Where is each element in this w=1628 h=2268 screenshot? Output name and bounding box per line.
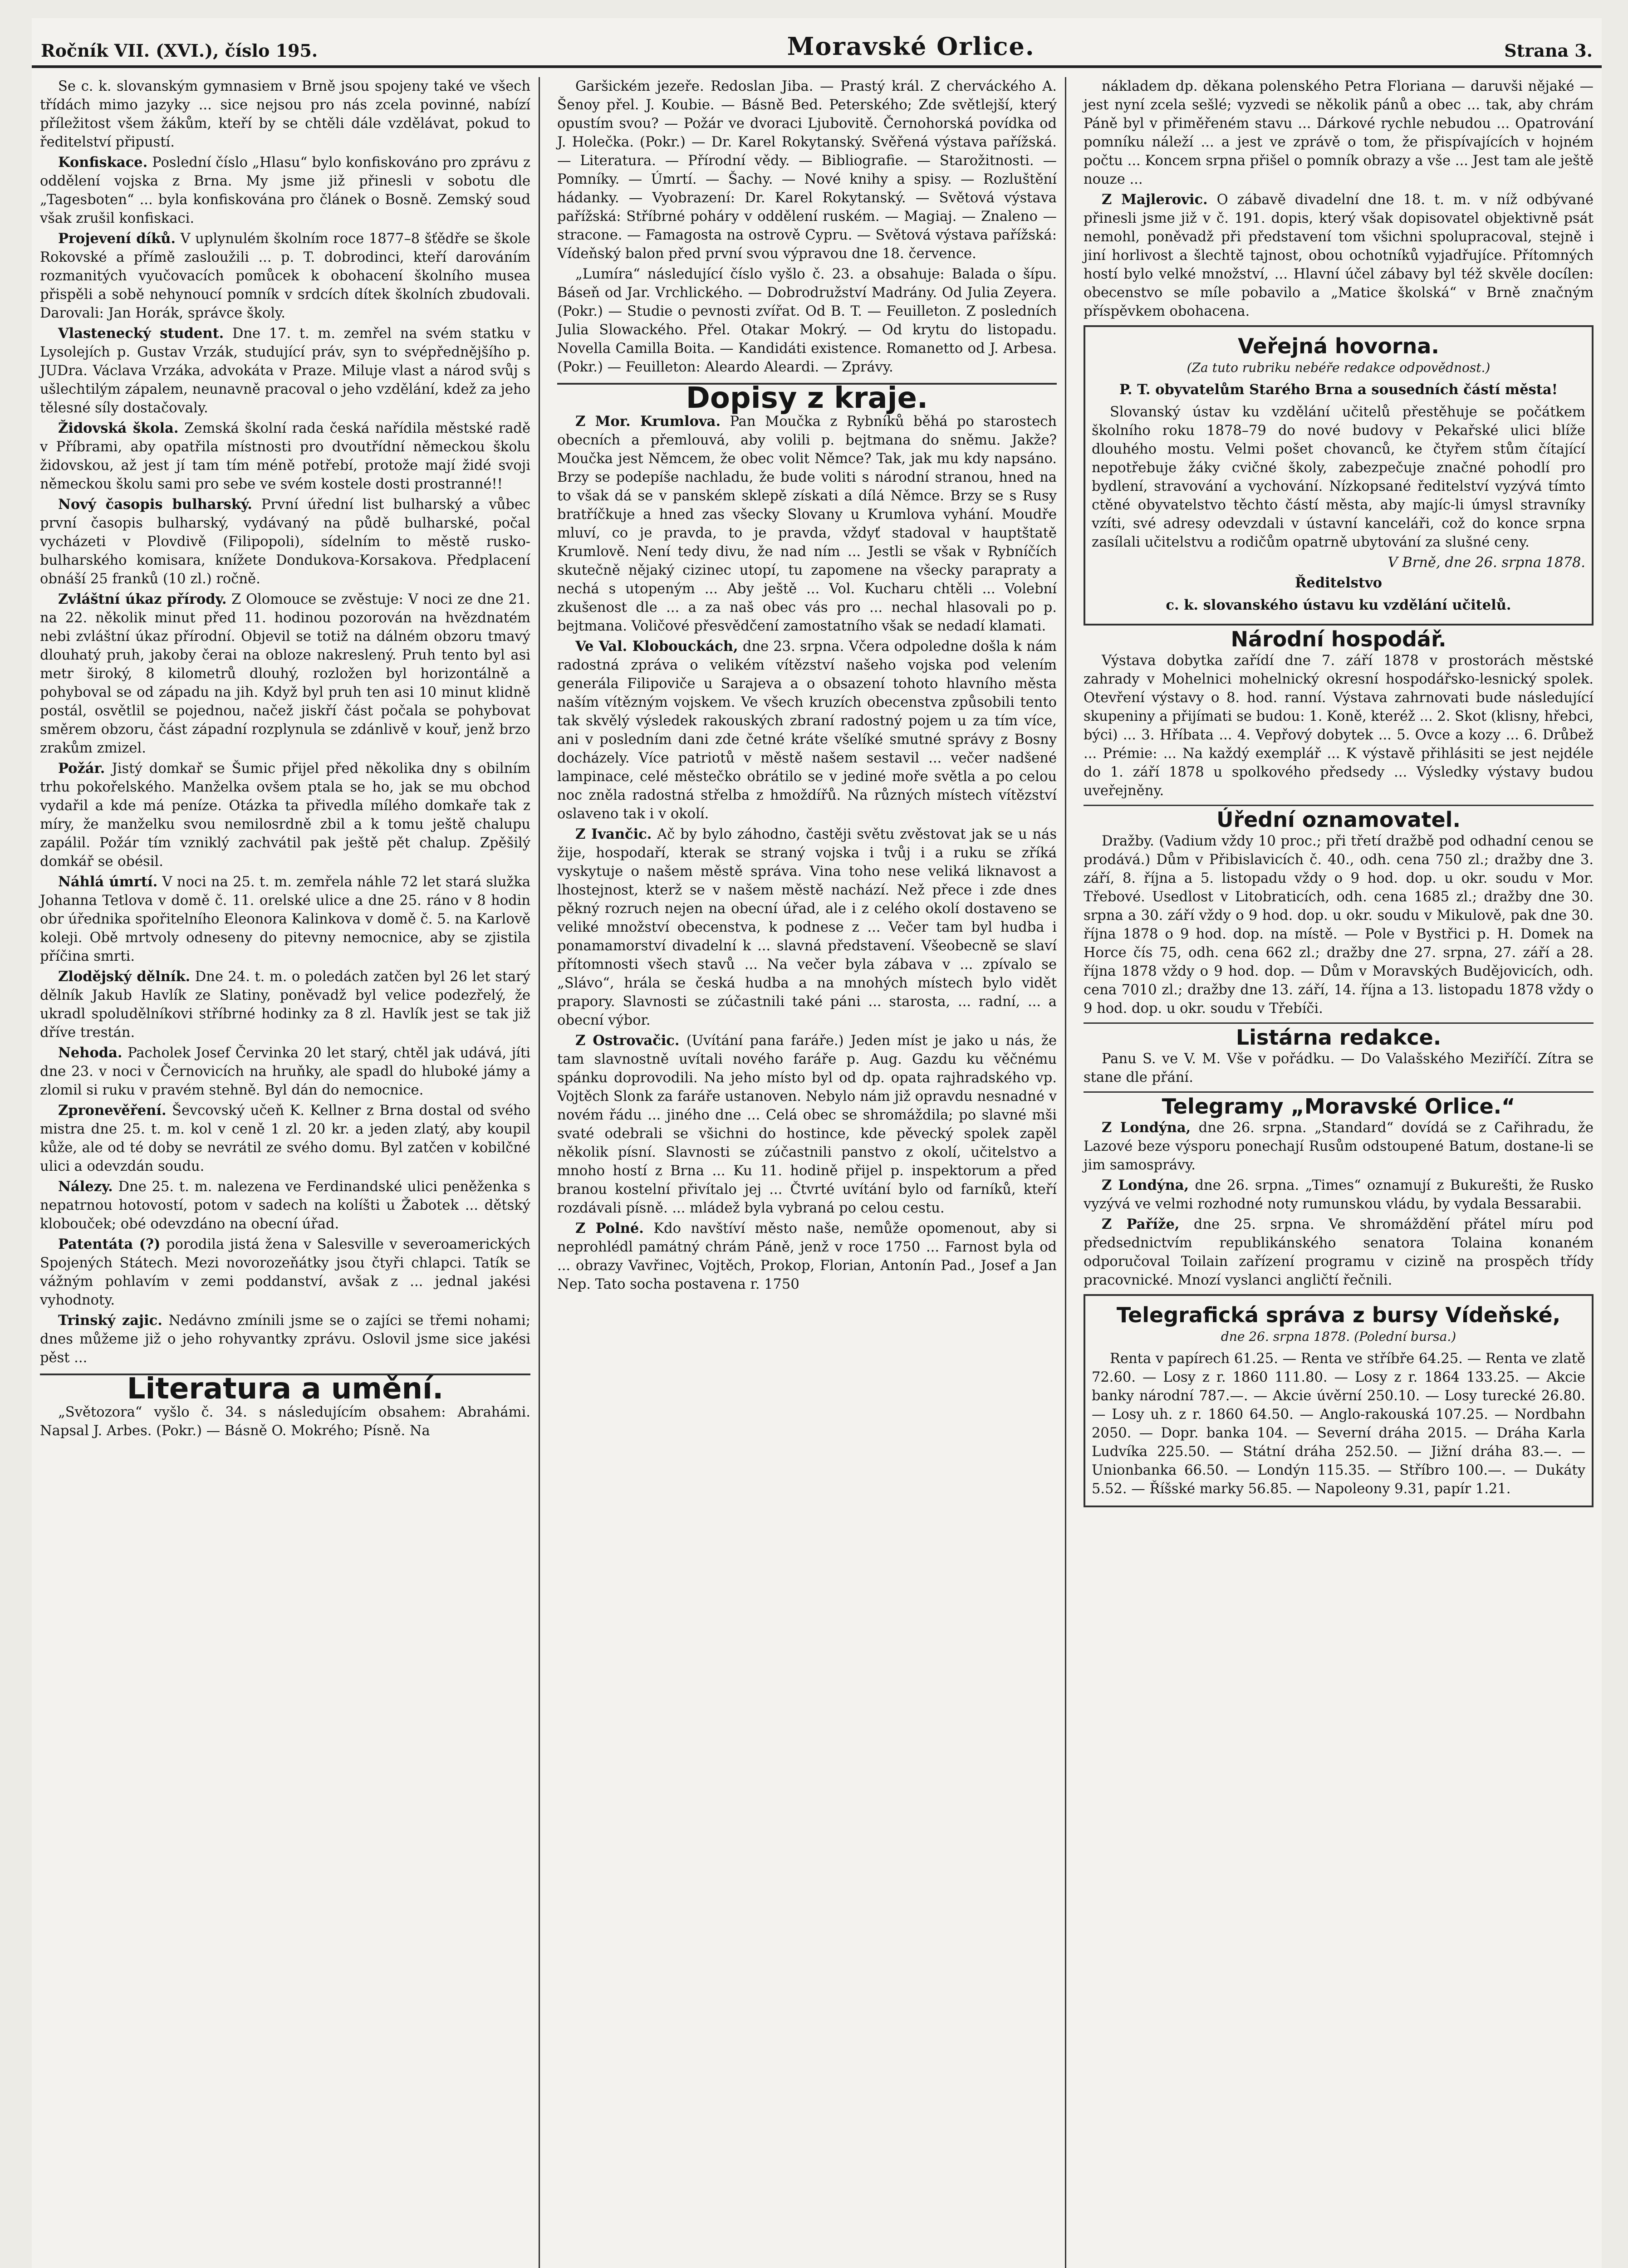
divider — [1084, 1022, 1594, 1024]
article-nalezy: Nálezy. Dne 25. t. m. nalezena ve Ferdinandské ulici peněženka s nepatrnou hotovostí, potom v sadech na kolíšti u Žabotek ... dětský klobouček; obé odevzdáno na obecní úřad. — [40, 1178, 530, 1232]
newspaper-page — [32, 18, 1602, 2268]
section-heading-hospodar: Národní hospodář. — [1231, 627, 1447, 651]
columns — [32, 77, 1602, 2268]
section-heading-telegramy: Telegramy „Moravské Orlice.“ — [1162, 1094, 1515, 1119]
divider — [1084, 1091, 1594, 1093]
article-nehoda: Nehoda. Pacholek Josef Červinka 20 let starý, chtěl jak udává, jíti dne 23. v noci v Černovicích na hruňky, ale spadl do hluboké jámy a zlomil si ruku v pravém stehně. Byl dán do nemocnice. — [40, 1045, 530, 1098]
issue-info: Ročník VII. (XVI.), číslo 195. — [41, 40, 318, 61]
article-lumir: „Lumíra“ následující číslo vyšlo č. 23. a obsahuje: Balada o šípu. Báseň od Jar. Vrchlického. — Dobrodružství Madrány. Od Julia Zeyera. (Pokr.) — Studie o pevnosti zvířat. Od B. T. — Feuilleton. Z posledních Julia Slowackého. Přel. Otakar Mokrý. — Od krytu do listopadu. Novella Camilla Boita. — Kandidáti existence. Romanetto od J. Arbesa. (Pokr.) — Feuilleton: Aleardo Aleardi. — Zprávy. — [557, 266, 1057, 375]
masthead — [32, 18, 1602, 68]
column-1 — [32, 77, 540, 2268]
telegram-paris: Z Paříže, dne 25. srpna. Ve shromáždění přátel míru pod předsednictvím republikánského senatora Tolaina konaném odporučoval Toilain zařízení programu v cizině na prospěch třídy pracovnické. Mnozí vyslanci angličtí řečnili. — [1084, 1216, 1594, 1288]
hovorna-signature-1: Ředitelstvo — [1295, 575, 1383, 591]
article-drazby: Dražby. (Vadium vždy 10 proc.; při třetí dražbě pod odhadní cenou se prodává.) Dům v Přibislavicích č. 40., odh. cena 750 zl.; dražby dne 3. září, 8. října a 5. listopadu vždy o 9 hod. dop. u okr. soudu v Mor. Třebové. Usedlost v Litobraticích, odh. cena 1685 zl.; dražby dne 30. srpna a 30. září vždy o 9 hod. dop. u okr. soudu v Mikulově, pak dne 30. října 1878 o 9 hod. dop. na místě. — Pole v Bystřici p. H. Domek na Horce čís 75, odh. cena 662 zl.; dražby dne 27. srpna, 27. září a 28. října 1878 vždy o 9 hod. dop. — Dům v Moravských Budějovicích, odh. cena 7010 zl.; dražby dne 13. září, 14. října a 13. listopadu 1878 vždy o 9 hod. dop. u okr. soudu v Třebíči. — [1084, 833, 1594, 1017]
section-heading-literatura: Literatura a umění. — [40, 1374, 530, 1398]
telegram-london-1: Z Londýna, dne 26. srpna. „Standard“ dovídá se z Cařihradu, že Lazové beze výsporu ponechají Rusům odstoupené Batum, dostane-li se jim samosprávy. — [1084, 1119, 1594, 1173]
article-ostrovacice: Z Ostrovačic. (Uvítání pana faráře.) Jeden míst je jako u nás, že tam slavnostně uvítali nového faráře p. Aug. Gazdu ku věčnému spánku doprovodili. Na jeho místo byl od dp. opata rajhradského vp. Vojtěch Slonk za faráře ustanoven. Nebylo nám již opravdu nesnadné v novém řádu ... jiného dne ... Celá obec se shromáždila; po slavné mši svaté odebrali se všichni do hostince, kde pěvecký spolek zapěl několik písní. Slavnosti se zúčastnili panstvo z okolí, učitelstvo a mnoho hostí z Brna ... Ku 11. hodině přijel p. inspektorum a před branou kostelní přivítalo jej ... Čtvrté uvítání bylo od farníků, kteří rozdávali písně. ... mládež byla vybraná po celou cestu. — [557, 1032, 1057, 1216]
article-trinsky-zajic: Trinský zajic. Nedávno zmínili jsme se o zajíci se třemi nohami; dnes můžeme již o jeho rohyvantky zprávu. Oslovil jsme sice jakési pěst ... — [40, 1312, 530, 1366]
page-number: Strana 3. — [1504, 40, 1593, 61]
telegram-london-2: Z Londýna, dne 26. srpna. „Times“ oznamují z Bukurešti, že Rusko vyzývá ve velmi rozhodné noty rumunskou vládu, by vydala Bessarabii. — [1084, 1177, 1594, 1212]
hovorna-signature-2: c. k. slovanského ústavu ku vzdělání učitelů. — [1166, 597, 1511, 613]
article-ivancice: Z Ivančic. Ač by bylo záhodno, častěji světu zvěstovat jak se u nás žije, hospodaří, kterak se straný vojska i tvůj i a ruku se zříká vyskytuje o našem městě správa. Vina toho nese veliká liknavost a lhostejnost, kterž se v našem městě nachází. Než přece i zde dnes pěkný rozruch nejen na obecní úřad, ale i z celého okolí dostaveno se veliké množství obecenstva, k podnese z ... Večer tam byl hudba i ponamamorství divadelní k ... slavná představení. Všeobecně se slaví přítomnosti všech stavů ... Na večer byla zábava v ... zpívalo se „Slávo“, hrála se česká hudba a na mnohých místech bylo vidět prapory. Slavnosti se zúčastnili také páni ... starosta, ... radní, ... a obecní výbor. — [557, 826, 1057, 1028]
article-gymnasium: Se c. k. slovanským gymnasiem v Brně jsou spojeny také ve všech třídách mimo jazyky ... sice nejsou pro nás zcela povinné, nabízí příležitost všem žákům, kteří by se chtěli dále vzdělávat, pokud to ředitelství připustí. — [40, 78, 530, 150]
article-zvlastni-ukaz: Zvláštní úkaz přírody. Z Olomouce se zvěstuje: V noci ze dne 21. na 22. několik minut před 11. hodinou pozorován na hvězdnatém nebi zvláštní úkaz přírodní. Objevil se totiž na dálném obzoru tmavý dlouhatý pruh, jakoby čerai na obloze nakreslený. Pruh tento byl asi metr široký, 8 kilometrů dlouhý, rozložen byl horizontálně a pohyboval se od západu na jih. Když byl pruh ten asi 10 minut klidně postál, osvětlil se pojednou, načež jiskří část počala se pohybovat směrem obzoru, část západní rozplynula se zdánlivě v kouř, jenž brzo zrakům zmizel. — [40, 591, 530, 756]
article-zidovska-skola: Židovská škola. Zemská školní rada česká nařídila městské radě v Příbrami, aby opatřila místnosti pro dvoutřídní německou školu židovskou, až jest jí tam tím méně potřebí, protože mají židé svoji německou školu sami pro sebe ve svém kostele dosti prostranné!! — [40, 420, 530, 492]
article-zproneverzeni: Zpronevěření. Ševcovský učeň K. Kellner z Brna dostal od svého mistra dne 25. t. m. kol v ceně 1 zl. 20 kr. a jeden zlatý, aby koupil kůže, ale od té doby se nevrátil ze svého domu. Byl zatčen v kobilčné ulici a odevzdán soudu. — [40, 1102, 530, 1174]
article-bulharsky-casopis: Nový časopis bulharský. První úřední list bulharský a vůbec první časopis bulharský, vydávaný na půdě bulharské, počal vycházeti v Plovdivě (Filipopoli), sídelním to městě rusko-bulharského komisara, knížete Dondukova-Korsakova. Předplacení obnáší 25 franků (10 zl.) ročně. — [40, 496, 530, 587]
article-svetozor-cont: Garšickém jezeře. Redoslan Jiba. — Prastý král. Z cherváckého A. Šenoy přel. J. Koubie. — Básně Bed. Peterského; Zde světlejší, který opustím svou? — Požár ve dvoraci Ljubovitě. Černohorská povídka od J. Holečka. (Pokr.) — Dr. Karel Rokytanský. Svěřená výstava pařížská. — Literatura. — Přírodní vědy. — Bibliografie. — Starožitnosti. — Pomníky. — Úmrtí. — Šachy. — Nové knihy a spisy. — Rozluštění hádanky. — Vyobrazení: Dr. Karel Rokytanský. — Světová výstava pařížská: Stříbrné poháry v oddělení ruském. — Magiaj. — Znaleno — stracone. — Famagosta na ostrově Cypru. — Světová výstava pařížská: Vídeňský balon před první svou výpravou dne 18. července. — [557, 78, 1057, 262]
bursa-quotes: Renta v papírech 61.25. — Renta ve stříbře 64.25. — Renta ve zlatě 72.60. — Losy z r. 1860 111.80. — Losy z r. 1864 133.25. — Akcie banky národní 787.—. — Akcie úvěrní 250.10. — Losy turecké 26.80. — Losy uh. z r. 1860 64.50. — Anglo-rakouská 107.25. — Nordbahn 2050. — Dopr. banka 104. — Severní dráha 2015. — Dráha Karla Ludvíka 225.50. — Státní dráha 252.50. — Jižní dráha 83.—. — Unionbanka 66.50. — Londýn 115.35. — Stříbro 100.—. — Dukáty 5.52. — Říšské marky 56.85. — Napoleony 9.31, papír 1.21. — [1092, 1351, 1585, 1497]
article-krumlov: Z Mor. Krumlova. Pan Moučka z Rybníků běhá po starostech obecních a přemlouvá, aby volili p. bejtmana do sněmu. Jakže? Moučka jest Němcem, že obec volit Němce? Tak, jak mu kdy napsáno. Brzy se podepíše nachladu, že bude voliti s národní stranou, hned na to však dá se v panském sklepě získati a dílá Němce. Brzy se s Rusy bratříčkuje a hned zas všecky Slovany u Krumlova vyhání. Moudře mluví, co je pravda, to je pravda, vždyť stadoval v hauptštatě Krumlově. Není tedy divu, že nad ním ... Jestli se však v Rybníčích skutečně nějaký cizinec utopí, tu zapomene na všecky parapraty a nechá s utopeným ... Aby ještě ... Vol. Kucharu chtěli ... Volební zkušenost dle ... a za naš obec vás pro ... nechal hlasovali po p. bejtmana. Voličové přesvědčení zamostatního však se nedadí klamati. — [557, 413, 1057, 634]
article-polna: Z Polné. Kdo navštíví město naše, nemůže opomenout, aby si neprohlédl památný chrám Páně, jenž v roce 1750 ... Farnost byla od ... obrazy Vavřinec, Vojtěch, Prokop, Florian, Antonín Pad., Josef a Jan Nep. Tato socha postavena r. 1750 — [557, 1220, 1057, 1292]
article-vlastenecky-student: Vlastenecký student. Dne 17. t. m. zemřel na svém statku v Lysolejích p. Gustav Vrzák, studující práv, syn to svépřednějšího p. JUDra. Václava Vrzáka, advokáta v Praze. Miluje vlast a národ svůj s ušlechtilým zápalem, neunavně pracoval o jeho vzdělání, kdež za jeho tělesné síly dostačovaly. — [40, 325, 531, 416]
article-listarna: Panu S. ve V. M. Vše v pořádku. — Do Valašského Meziříčí. Zítra se stane dle přání. — [1084, 1051, 1594, 1085]
divider — [1084, 805, 1594, 806]
hovorna-place-date: V Brně, dne 26. srpna 1878. — [1388, 555, 1585, 571]
section-heading-hovorna: Veřejná hovorna. — [1238, 334, 1439, 358]
article-konfiskace: Konfiskace. Poslední číslo „Hlasu“ bylo konfiskováno pro zprávu z oddělení vojska z Brna. My jsme již přinesli v sobotu dle „Tagesboten“ ... byla konfiskována pro článek o Bosně. Zemský soud však zrušil konfiskaci. — [40, 154, 530, 226]
public-forum-box — [1084, 325, 1594, 626]
section-heading-bursa: Telegrafická správa z bursy Vídeňské, — [1116, 1303, 1561, 1327]
newspaper-title: Moravské Orlice. — [787, 32, 1035, 61]
article-pozar: Požár. Jistý domkař se Šumic přijel před několika dny s obilním trhu pokořelského. Manželka ovšem ptala se ho, jak se mu obchod vydařil a kde má peníze. Otázka ta přivedla mílého domkaře tak z míry, že manželku svou nemilosrdně zbil a k tomu ještě chalupu zapálil. Požár tím vzniklý zachvátil pak ještě pět chalup. Zpěšilý domkář se obésil. — [40, 760, 531, 870]
hovorna-title: P. T. obyvatelům Starého Brna a sousedních částí města! — [1119, 381, 1558, 398]
article-polna-cont: nákladem dp. děkana polenského Petra Floriana — daruvši nějaké — jest nyní zcela sešlé; vyzvedi se několik pánů a obec ... tak, aby chrám Páně byl v přiměřeném stavu ... Dárkové rychle nebudou ... Opatrování pomníku náleží ... a jest ve zprávě o tom, že přispívajících v hojném počtu ... Koncem srpna přišel o pomník obrazy a vše ... Jest tam ale ještě nouze ... — [1084, 78, 1594, 187]
section-heading-dopisy: Dopisy z kraje. — [557, 383, 1057, 408]
article-vystava-dobytka: Výstava dobytka zařídí dne 7. září 1878 v prostorách městské zahrady v Mohelnici mohelnický okresní hospodářsko-lesnický spolek. Otevření výstavy o 8. hod. ranní. Výstava zahrnovati bude následující skupeniny a přijímati se budou: 1. Koně, kteréž ... 2. Skot (klisny, hřebci, býci) ... 3. Hříbata ... 4. Vepřový dobytek ... 5. Ovce a kozy ... 6. Drůbež ... Prémie: ... Na každý exemplář ... K výstavě přihlásiti se jest nejdéle do 1. září 1878 u spolkového předsedy ... Výsledky výstavy budou uveřejněny. — [1084, 653, 1594, 799]
section-heading-listarna: Listárna redakce. — [1236, 1025, 1442, 1050]
article-klobouky: Ve Val. Klobouckách, dne 23. srpna. Včera odpoledne došla k nám radostná zpráva o velikém vítězství našeho vojska pod velením generála Filipoviče u Sarajeva a o obsazení tohoto hlavního města naším vítězným vojskem. Ve všech kruzích obecenstva způsobili tento tak skvělý výsledek rakouských zbraní radostný pojem u za tím více, ani v posledním dani zde četné kráte všelíké smutné správy z Bosny docházely. Více patriotů v městě našem sestavil ... večer nadšené lampinace, celé městečko obrátilo se v jediné moře světla a po celou noc zněla radostná střelba z hmoždířů. Na různých místech vítězství oslaveno tak i v okolí. — [557, 638, 1057, 822]
article-nahla-umrti: Náhlá úmrtí. V noci na 25. t. m. zemřela náhle 72 let stará služka Johanna Tetlova v domě č. 11. orelské ulice a dne 25. ráno v 8 hodin obr úřednika spořitelního Eleonora Kalinkova v domě č. 5. na Karlově koleji. Obě mrtvoly odneseny do pitevny nemocnice, aby se zjistila příčina smrti. — [40, 874, 531, 964]
article-svetozor: „Světozora“ vyšlo č. 34. s následujícím obsahem: Abrahámi. Napsal J. Arbes. (Pokr.) — Básně O. Mokrého; Písně. Na — [40, 1404, 530, 1439]
article-projeveni-diku: Projevení díků. V uplynulém školním roce 1877–8 šťědře se škole Rokovské a přímě zasloužili ... p. T. dobrodinci, kteří darováním rozmanitých vyučovacích pomůcek k obohacení školního musea přispěli a sobě nehynoucí pomník v srdcích dítek školních zbudovali. Darovali: Jan Horák, správce školy. — [40, 230, 530, 321]
article-majlerovice: Z Majlerovic. O zábavě divadelní dne 18. t. m. v níž odbývané přinesli jsme již v č. 191. dopis, který však dopisovatel objektivně psát nemohl, poněvadž při představení tom všichni spolupracoval, stejně i jiní horlivost a šlechtě tajnost, obou ochotníků vyjadřujíce. Přítomných hostí bylo velké množství, ... Hlavní účel zábavy byl též skvěle docílen: obecenstvo se míle pobavilo a „Matice školská“ v Brně značným příspěvkem obohacena. — [1084, 191, 1594, 319]
column-3 — [1075, 77, 1602, 2268]
column-2 — [549, 77, 1066, 2268]
article-zlodejsky-delnik: Zlodějský dělník. Dne 24. t. m. o poledách zatčen byl 26 let starý dělník Jakub Havlík ze Slatiny, poněvadž byl velice podezřelý, že ukradl spoludělníkovi stříbrné hodinky za 8 zl. Havlík jest se tak již dříve trestán. — [40, 968, 530, 1041]
hovorna-text: Slovanský ústav ku vzdělání učitelů přestěhuje se počátkem školního roku 1878–79 do nové budovy v Pekařské ulici blíže dlouhého mostu. Velmi pošet chovanců, ke čtyřem stům čítající nepotřebuje žáky cvičné školy, zabezpečuje značné pohodlí pro bydlení, stravování a vychování. Nízkopsané ředitelství vyzývá tímto ctěné obyvatelstvo těchto částí města, aby majíc-li úmysl stravníky vzíti, své adresy odevzdali v ústavní kanceláři, což do konce srpna zasílali učitelstvu a rodičům opatrně ubytování za slušné ceny. — [1092, 404, 1585, 550]
bursa-date: dne 26. srpna 1878. (Polední bursa.) — [1221, 1329, 1456, 1344]
bourse-report-box — [1084, 1294, 1594, 1507]
hovorna-disclaimer: (Za tuto rubriku nebéře redakce odpovědnost.) — [1187, 360, 1491, 375]
article-patentata: Patentáta (?) porodila jistá žena v Salesville v severoamerických Spojených Státech. Mezi novorozeňátky jsou čtyři chlapci. Tatík se vážným pohlavím v zemi poddanství, avšak z ... jednal jakési vyhodnoty. — [40, 1236, 530, 1308]
section-heading-uredni: Úřední oznamovatel. — [1216, 807, 1461, 832]
